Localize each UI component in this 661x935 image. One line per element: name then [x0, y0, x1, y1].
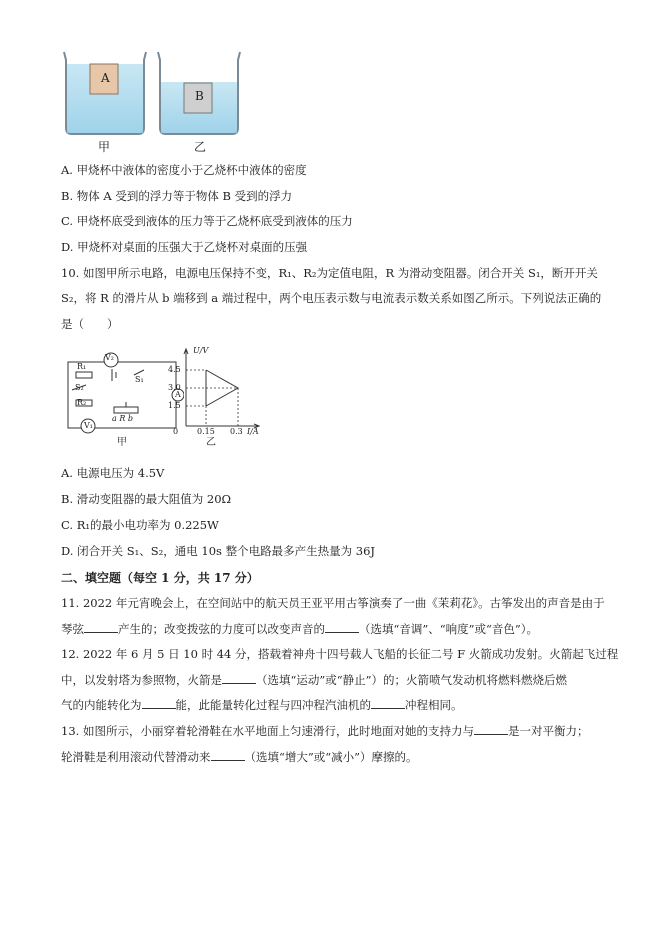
q10-stem-line2: S₂，将 R 的滑片从 b 端移到 a 端过程中，两个电压表示数与电流表示数关系如图乙所示。下列说法正确的	[61, 291, 602, 305]
graph-y-axis-label: U/V	[193, 346, 209, 355]
q10-option-b: B. 滑动变阻器的最大阻值为 20Ω	[61, 492, 232, 506]
circuit-label-v1: V₁	[84, 421, 93, 430]
circuit-label-r1: R₁	[77, 362, 87, 371]
circuit-label-s1: S₁	[135, 375, 144, 384]
q12-text-e: 冲程相同。	[405, 698, 463, 712]
q13-line1	[61, 723, 588, 739]
q12-text-c: 气的内能转化为	[61, 698, 142, 712]
q12-blank-1	[222, 673, 256, 684]
q11-text-b: 产生的；改变拨弦的力度可以改变声音的	[118, 622, 325, 636]
cube-b-label: B	[195, 89, 204, 103]
q10-option-d: D. 闭合开关 S₁、S₂，通电 10s 整个电路最多产生热量为 36J	[61, 544, 375, 558]
cube-a-label: A	[101, 71, 110, 85]
q13-text-d: （选填“增大”或“减小”）摩擦的。	[244, 750, 418, 764]
q12-blank-3	[371, 698, 405, 709]
graph-x-tick-0: 0	[173, 427, 179, 436]
q9-option-c: C. 甲烧杯底受到液体的压力等于乙烧杯底受到液体的压力	[61, 214, 353, 228]
q12-line2	[61, 672, 567, 688]
q13-text-a: 13. 如图所示，小丽穿着轮滑鞋在水平地面上匀速滑行，此时地面对她的支持力与	[61, 724, 474, 738]
circuit-label-v2: V₂	[105, 353, 114, 362]
q11-text-a: 琴弦	[61, 622, 84, 636]
q10-stem-line3: 是（ ）	[61, 317, 119, 331]
q13-text-c: 轮滑鞋是利用滚动代替滑动来	[61, 750, 211, 764]
graph-x-tick-0.15: 0.15	[197, 427, 215, 436]
graph-x-axis-label: I/A	[247, 427, 259, 436]
circuit-label-s2: S₂	[75, 383, 84, 392]
q11-line2	[61, 621, 538, 637]
q9-option-a: A. 甲烧杯中液体的密度小于乙烧杯中液体的密度	[61, 163, 307, 177]
graph-y-tick-3.0: 3.0	[168, 383, 181, 392]
q11-line1: 11. 2022 年元宵晚会上，在空间站中的航天员王亚平用古筝演奏了一曲《茉莉花》。古筝发出的声音是由于	[61, 596, 605, 610]
q12-text-b: （选填“运动”或“静止”）的；火箭喷气发动机将燃料燃烧后燃	[256, 673, 568, 687]
q13-blank-2	[211, 750, 245, 761]
q12-blank-2	[142, 698, 176, 709]
beaker-figure	[60, 50, 250, 150]
q11-blank-2	[325, 622, 359, 633]
beaker-jia-caption: 甲	[98, 140, 111, 154]
q12-line3	[61, 697, 463, 713]
graph-x-tick-0.3: 0.3	[230, 427, 243, 436]
q9-option-b: B. 物体 A 受到的浮力等于物体 B 受到的浮力	[61, 189, 293, 203]
graph-y-tick-1.5: 1.5	[168, 401, 181, 410]
section-fill-in-heading: 二、填空题（每空 1 分，共 17 分）	[61, 571, 259, 585]
q11-text-c: （选填“音调”、“响度”或“音色”）。	[359, 622, 539, 636]
q13-blank-1	[474, 724, 508, 735]
graph-caption: 乙	[206, 437, 216, 448]
graph-y-tick-4.5: 4.5	[168, 365, 181, 374]
q10-stem-line1: 10. 如图甲所示电路，电源电压保持不变，R₁、R₂为定值电阻，R 为滑动变阻器。闭合开关 S₁，断开开关	[61, 266, 598, 280]
beaker-jia	[64, 52, 146, 134]
circuit-label-ammeter: A	[175, 390, 181, 399]
q12-text-d: 能，此能量转化过程与四冲程汽油机的	[175, 698, 371, 712]
circuit-caption: 甲	[117, 437, 127, 448]
u-i-graph	[176, 346, 266, 432]
q10-option-a: A. 电源电压为 4.5V	[61, 466, 165, 480]
circuit-label-r2: R₂	[77, 398, 87, 407]
q12-text-a: 中，以发射塔为参照物，火箭是	[61, 673, 222, 687]
q10-option-c: C. R₁的最小电功率为 0.225W	[61, 518, 219, 532]
q13-line2	[61, 749, 418, 765]
beaker-yi-caption: 乙	[194, 140, 207, 154]
q13-text-b: 是一对平衡力；	[507, 724, 589, 738]
circuit-label-rab: a R b	[112, 414, 133, 423]
q11-blank-1	[84, 622, 118, 633]
q12-line1: 12. 2022 年 6 月 5 日 10 时 44 分，搭载着神舟十四号载人飞船的长征二号 F 火箭成功发射。火箭起飞过程	[61, 647, 619, 661]
q9-option-d: D. 甲烧杯对桌面的压强大于乙烧杯对桌面的压强	[61, 240, 308, 254]
